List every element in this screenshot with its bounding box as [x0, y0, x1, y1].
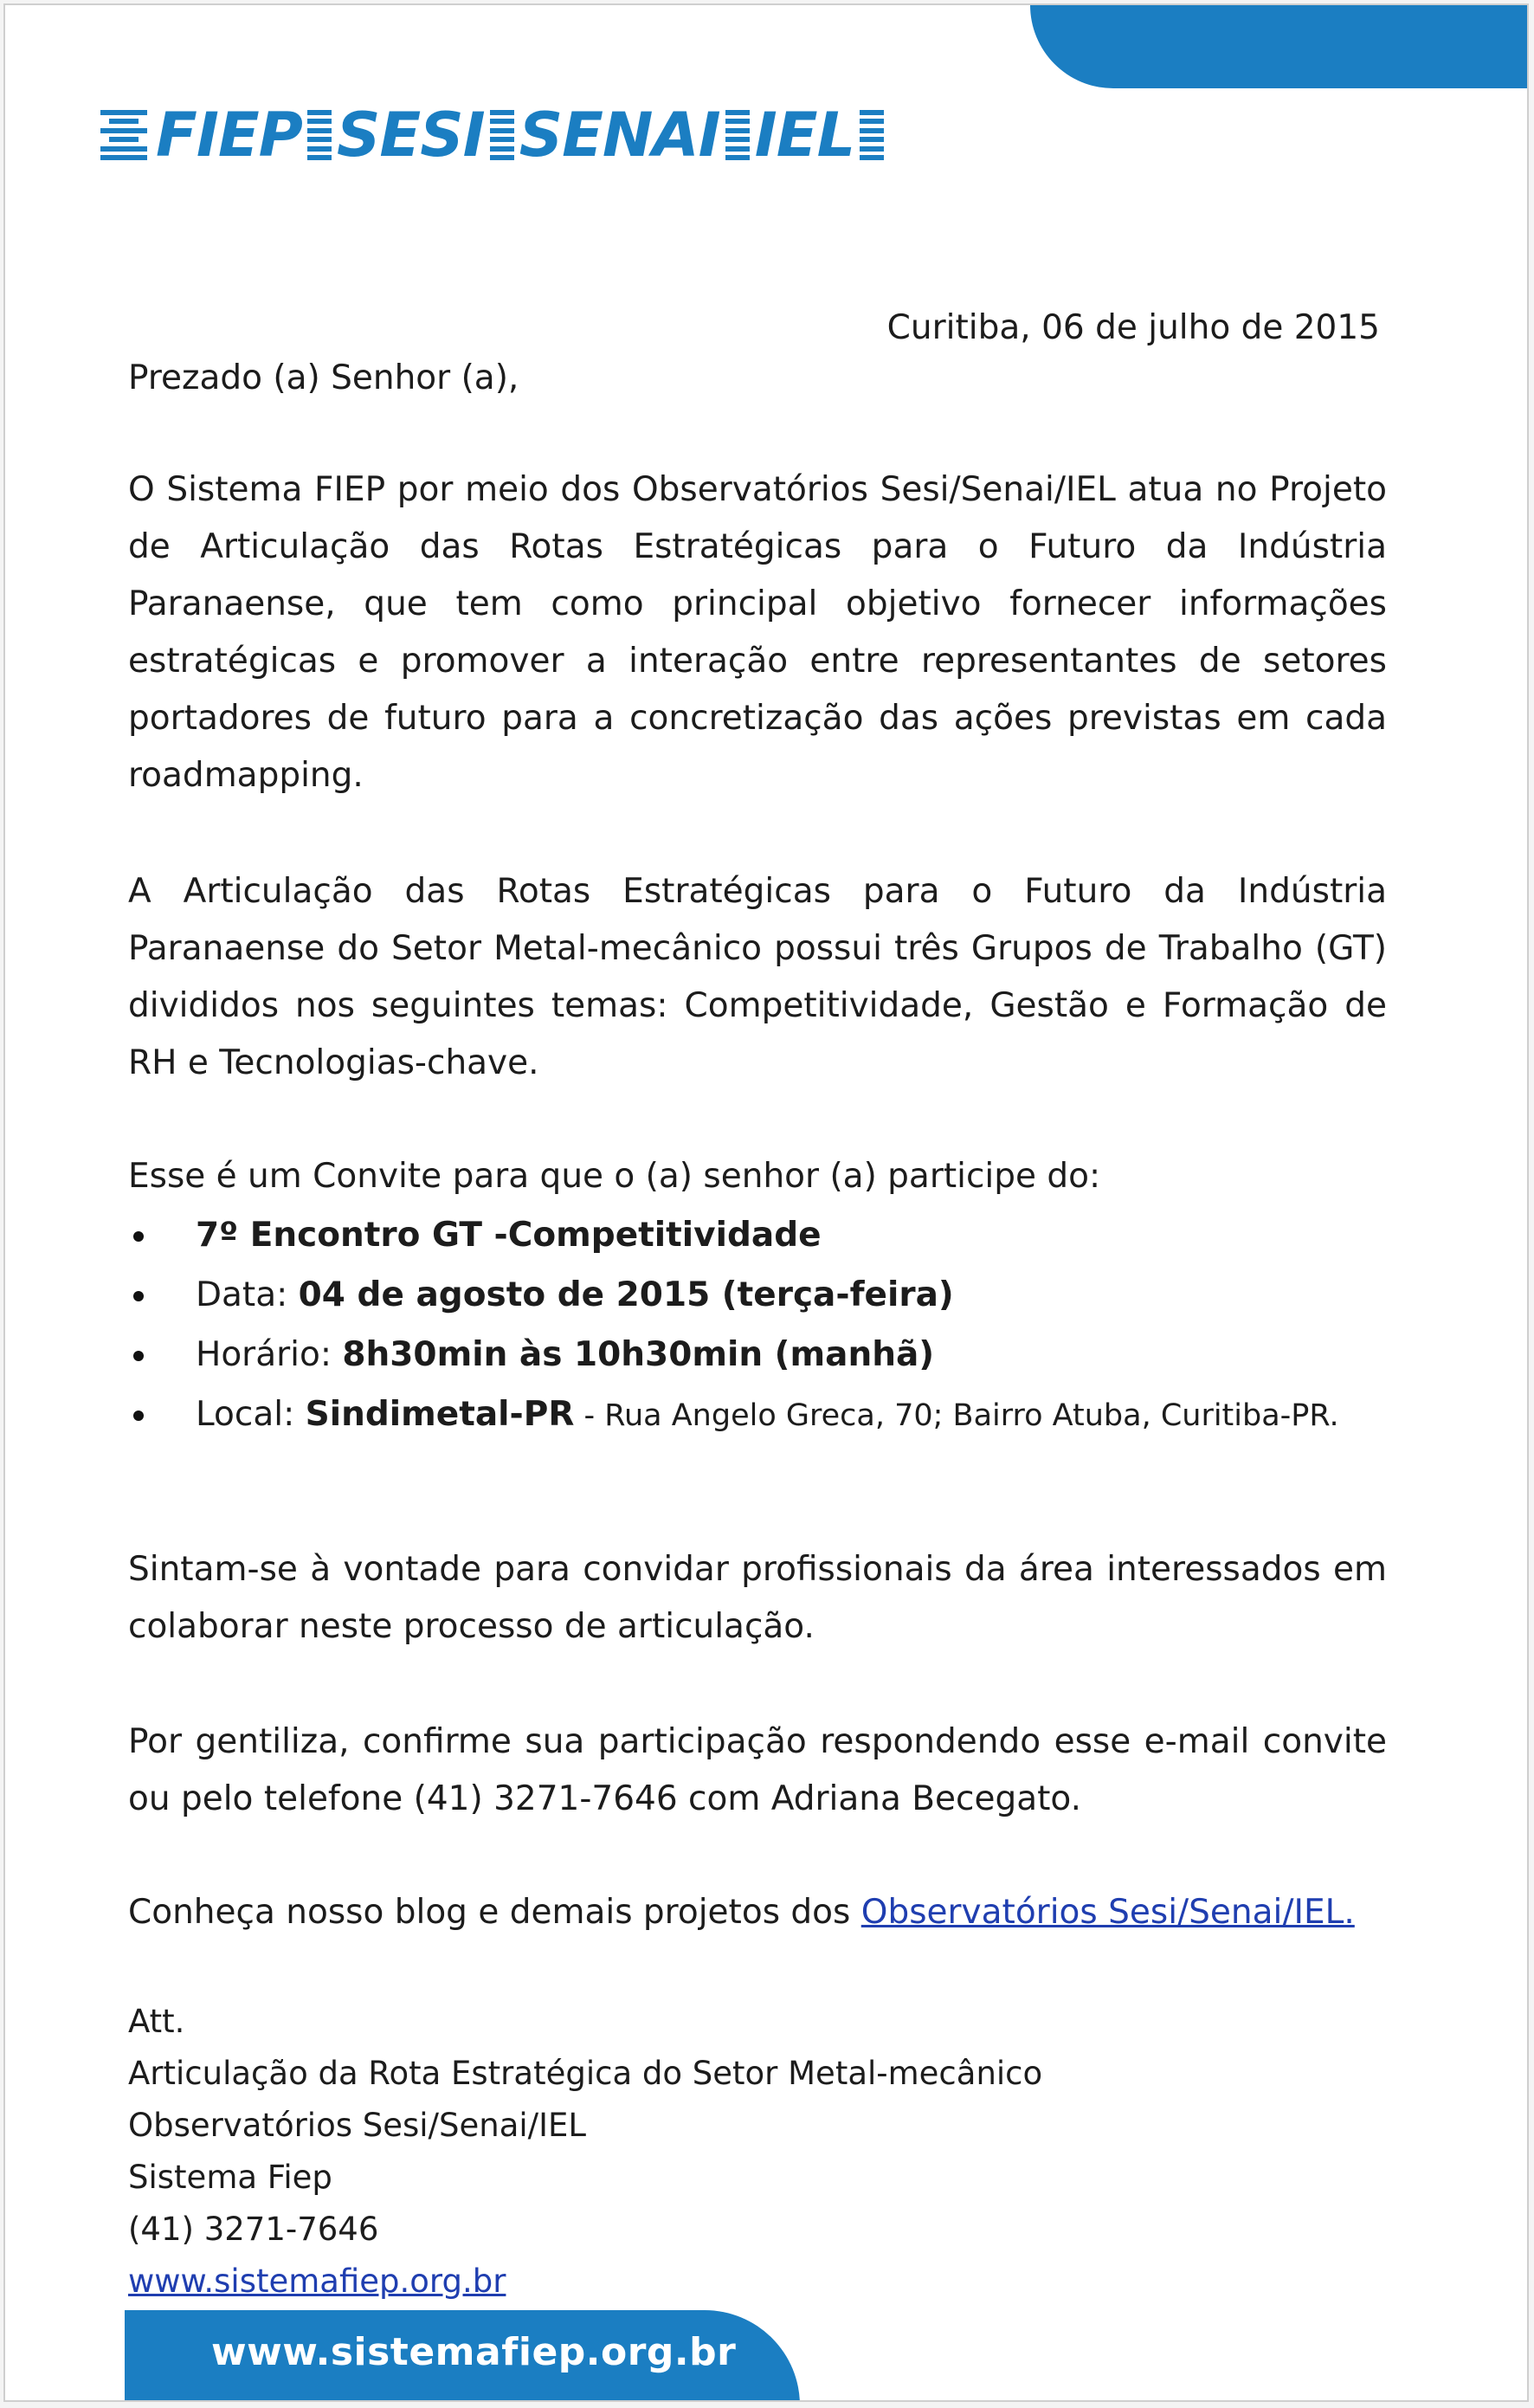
place-value: Sindimetal-PR [305, 1395, 575, 1434]
date-label: Data: [196, 1275, 299, 1314]
letter-page [3, 3, 1529, 2402]
invite-intro: Esse é um Convite para que o (a) senhor (a) participe do: [128, 1157, 1101, 1196]
fiep-sesi-senai-iel-logo [95, 99, 1039, 171]
signature-website-link[interactable]: www.sistemafiep.org.br [128, 2263, 506, 2300]
list-item-time [128, 1327, 1339, 1386]
observatorios-link[interactable]: Observatórios Sesi/Senai/IEL. [860, 1893, 1355, 1932]
date-value: 04 de agosto de 2015 (terça-feira) [298, 1275, 954, 1314]
event-details-list [128, 1207, 1339, 1446]
signature-phone: (41) 3271-7646 [128, 2211, 379, 2248]
logo-separator-icon [307, 110, 332, 160]
logo-word-sesi: SESI [336, 100, 485, 171]
footer-url: www.sistemafiep.org.br [211, 2330, 737, 2374]
signature-line-3: Sistema Fiep [128, 2159, 332, 2196]
list-item-place [128, 1386, 1339, 1446]
paragraph-invite-others: Sintam-se à vontade para convidar profissionais da área interessados em colaborar neste processo de articulação. [128, 1550, 1387, 1646]
logo-separator-icon [725, 110, 750, 160]
paragraph-blog [128, 1884, 1355, 1941]
greeting: Prezado (a) Senhor (a), [128, 358, 519, 397]
paragraph-project: O Sistema FIEP por meio dos Observatórios Sesi/Senai/IEL atua no Projeto de Articulação das Rotas Estratégicas para o Futuro da Indústria Paranaense, que tem como principal objetivo fornecer informações estratégicas e promover a interação entre representantes de setores portadores de futuro para a concretização das ações previstas em cada roadmapping. [128, 470, 1387, 795]
signature-line-2: Observatórios Sesi/Senai/IEL [128, 2107, 587, 2144]
event-name: 7º Encontro GT -Competitividade [196, 1216, 822, 1255]
place-address: - Rua Angelo Greca, 70; Bairro Atuba, Curitiba-PR. [574, 1398, 1339, 1433]
blog-text: Conheça nosso blog e demais projetos dos [128, 1893, 861, 1932]
list-item-event [128, 1207, 1339, 1267]
signature-line-1: Articulação da Rota Estratégica do Setor Metal-mecânico [128, 2055, 1043, 2092]
list-item-date [128, 1267, 1339, 1327]
top-corner-band [1030, 3, 1529, 88]
signature-closing: Att. [128, 2003, 185, 2040]
time-value: 8h30min às 10h30min (manhã) [342, 1335, 935, 1374]
place-label: Local: [196, 1395, 306, 1434]
logo-separator-icon [860, 110, 884, 160]
time-label: Horário: [196, 1335, 343, 1374]
paragraph-confirm: Por gentiliza, confirme sua participação respondendo esse e-mail convite ou pelo telefone (41) 3271-7646 com Adriana Becegato. [128, 1722, 1387, 1818]
paragraph-working-groups: A Articulação das Rotas Estratégicas para o Futuro da Indústria Paranaense do Setor Metal-mecânico possui três Grupos de Trabalho (GT) divididos nos seguintes temas: Competitividade, Gestão e Formação de RH e Tecnologias-chave. [128, 872, 1387, 1082]
signature-block [128, 1996, 1042, 2308]
logo-word-iel: IEL [754, 100, 855, 171]
letter-date: Curitiba, 06 de julho de 2015 [886, 308, 1380, 347]
logo-separator-icon [490, 110, 514, 160]
logo-stripes-icon [100, 110, 147, 160]
logo-word-senai: SENAI [519, 100, 720, 171]
logo-word-fiep: FIEP [156, 100, 302, 171]
